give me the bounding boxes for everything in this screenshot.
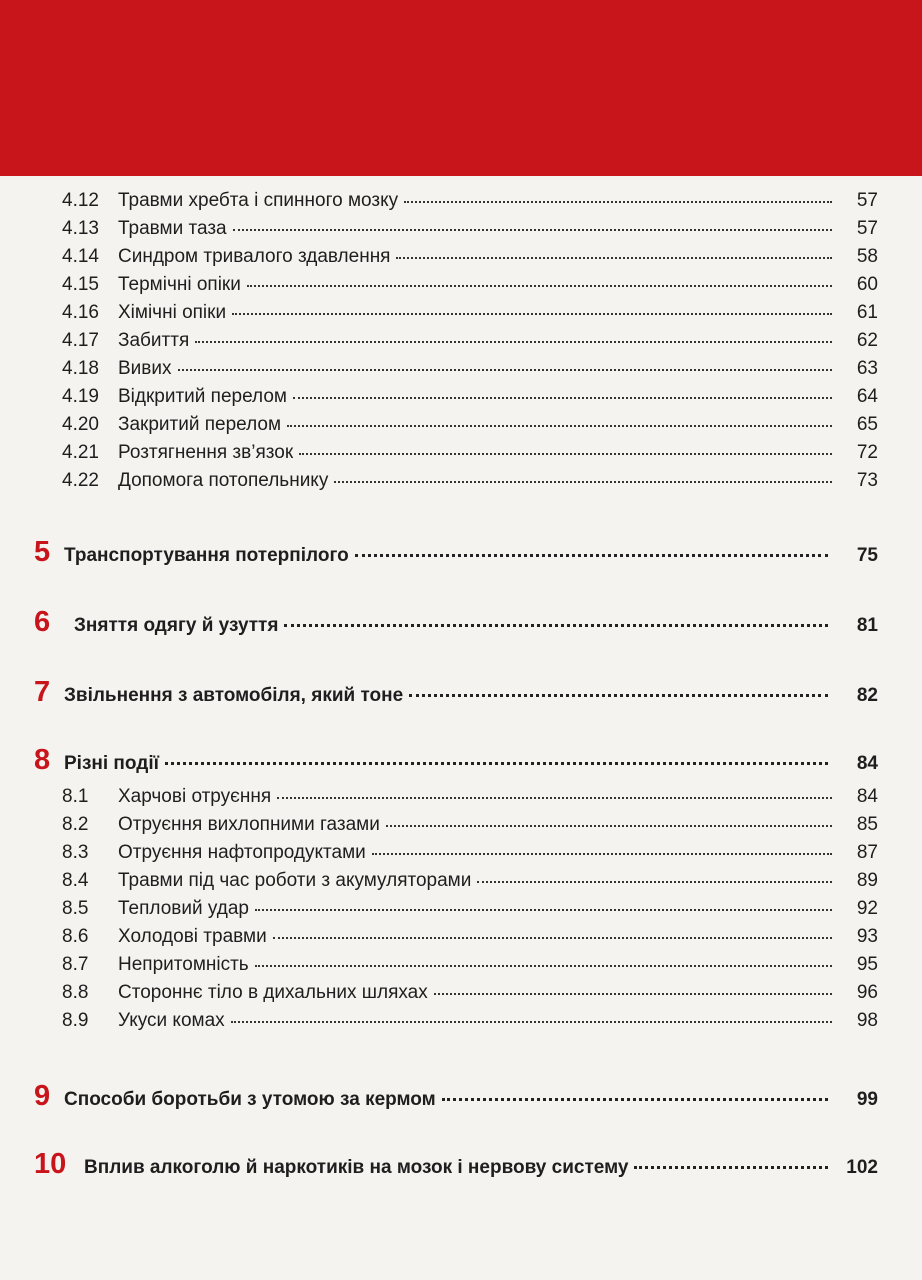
chapter-number: 8 [34, 744, 51, 776]
page-number: 85 [856, 814, 878, 835]
chapter-number: 9 [34, 1080, 51, 1112]
section-number: 8.4 [62, 870, 89, 891]
dot-leader [293, 397, 832, 399]
page-number: 96 [856, 982, 878, 1003]
toc-chapter-10[interactable] [0, 1149, 922, 1183]
section-number: 4.19 [62, 386, 99, 407]
page-number: 73 [856, 470, 878, 491]
dot-leader [284, 624, 828, 627]
chapter-title: Зняття одягу й узуття [74, 615, 279, 636]
page-number: 89 [856, 870, 878, 891]
page-number: 65 [856, 414, 878, 435]
section-number: 4.13 [62, 218, 99, 239]
page-number: 99 [856, 1089, 878, 1110]
dot-leader [287, 425, 832, 427]
toc-entry-4-15[interactable] [0, 273, 922, 297]
section-number: 4.12 [62, 190, 99, 211]
toc-entry-8-4[interactable] [0, 869, 922, 893]
dot-leader [178, 369, 833, 371]
dot-leader [634, 1166, 828, 1169]
dot-leader [277, 797, 832, 799]
dot-leader [409, 694, 828, 697]
section-title: Травми хребта і спинного мозку [118, 190, 399, 211]
dot-leader [231, 1021, 832, 1023]
dot-leader [334, 481, 832, 483]
section-title: Травми під час роботи з акумуляторами [118, 870, 472, 891]
dot-leader [165, 762, 828, 765]
dot-leader [299, 453, 832, 455]
page-number: 87 [856, 842, 878, 863]
dot-leader [255, 909, 832, 911]
section-title: Хімічні опіки [118, 302, 227, 323]
page-number: 75 [856, 545, 878, 566]
section-number: 8.8 [62, 982, 89, 1003]
toc-entry-8-9[interactable] [0, 1009, 922, 1033]
page-number: 92 [856, 898, 878, 919]
toc-entry-4-12[interactable] [0, 189, 922, 213]
toc-chapter-7[interactable] [0, 677, 922, 711]
toc-entry-4-14[interactable] [0, 245, 922, 269]
dot-leader [477, 881, 832, 883]
toc-chapter-8[interactable] [0, 745, 922, 779]
toc-entry-8-1[interactable] [0, 785, 922, 809]
chapter-title: Вплив алкоголю й наркотиків на мозок і нервову систему [84, 1157, 629, 1178]
section-number: 4.21 [62, 442, 99, 463]
section-number: 8.3 [62, 842, 89, 863]
dot-leader [442, 1098, 828, 1101]
section-number: 8.6 [62, 926, 89, 947]
section-title: Стороннє тіло в дихальних шляхах [118, 982, 428, 1003]
section-title: Термічні опіки [118, 274, 241, 295]
chapter-number: 10 [34, 1148, 67, 1180]
section-title: Харчові отруєння [118, 786, 272, 807]
page-number: 102 [846, 1157, 878, 1178]
page-number: 62 [856, 330, 878, 351]
page-number: 93 [856, 926, 878, 947]
page-number: 57 [856, 190, 878, 211]
section-title: Холодові травми [118, 926, 267, 947]
section-number: 4.14 [62, 246, 99, 267]
page-number: 72 [856, 442, 878, 463]
toc-entry-8-5[interactable] [0, 897, 922, 921]
toc-entry-4-19[interactable] [0, 385, 922, 409]
section-number: 8.1 [62, 786, 89, 807]
dot-leader [396, 257, 832, 259]
section-number: 8.7 [62, 954, 89, 975]
chapter-title: Способи боротьби з утомою за кермом [64, 1089, 436, 1110]
section-number: 4.18 [62, 358, 99, 379]
page-number: 81 [856, 615, 878, 636]
toc-entry-8-2[interactable] [0, 813, 922, 837]
toc-entry-4-13[interactable] [0, 217, 922, 241]
section-number: 4.15 [62, 274, 99, 295]
section-title: Вивих [118, 358, 172, 379]
dot-leader [247, 285, 832, 287]
dot-leader [372, 853, 832, 855]
toc-entry-8-8[interactable] [0, 981, 922, 1005]
section-title: Укуси комах [118, 1010, 225, 1031]
section-number: 8.5 [62, 898, 89, 919]
page-number: 58 [856, 246, 878, 267]
chapter-number: 6 [34, 606, 51, 638]
page-number: 84 [856, 786, 878, 807]
toc-entry-8-6[interactable] [0, 925, 922, 949]
toc-entry-4-17[interactable] [0, 329, 922, 353]
dot-leader [195, 341, 832, 343]
section-title: Тепловий удар [118, 898, 249, 919]
toc-entry-4-20[interactable] [0, 413, 922, 437]
section-number: 4.16 [62, 302, 99, 323]
section-title: Непритомність [118, 954, 249, 975]
dot-leader [232, 313, 832, 315]
page-number: 60 [856, 274, 878, 295]
section-number: 8.9 [62, 1010, 89, 1031]
chapter-title: Транспортування потерпілого [64, 545, 349, 566]
toc-chapter-9[interactable] [0, 1081, 922, 1115]
page-number: 63 [856, 358, 878, 379]
toc-entry-4-22[interactable] [0, 469, 922, 493]
chapter-title: Різні події [64, 753, 159, 774]
section-title: Отруєння нафтопродуктами [118, 842, 366, 863]
section-number: 4.20 [62, 414, 99, 435]
toc-entry-4-16[interactable] [0, 301, 922, 325]
dot-leader [434, 993, 832, 995]
section-title: Закритий перелом [118, 414, 282, 435]
page-number: 82 [856, 685, 878, 706]
dot-leader [273, 937, 832, 939]
toc-entry-8-7[interactable] [0, 953, 922, 977]
page-number: 64 [856, 386, 878, 407]
section-number: 8.2 [62, 814, 89, 835]
toc-entry-4-18[interactable] [0, 357, 922, 381]
section-title: Отруєння вихлопними газами [118, 814, 380, 835]
page-number: 57 [856, 218, 878, 239]
section-title: Забиття [118, 330, 190, 351]
dot-leader [355, 554, 828, 557]
dot-leader [255, 965, 832, 967]
section-number: 4.22 [62, 470, 99, 491]
dot-leader [233, 229, 832, 231]
page-number: 98 [856, 1010, 878, 1031]
dot-leader [386, 825, 832, 827]
toc-entry-8-3[interactable] [0, 841, 922, 865]
toc-entry-4-21[interactable] [0, 441, 922, 465]
toc-chapter-5[interactable] [0, 537, 922, 571]
section-title: Синдром тривалого здавлення [118, 246, 391, 267]
page-number: 84 [856, 753, 878, 774]
dot-leader [404, 201, 832, 203]
chapter-title: Звільнення з автомобіля, який тоне [64, 685, 404, 706]
page-number: 61 [856, 302, 878, 323]
section-number: 4.17 [62, 330, 99, 351]
page-number: 95 [856, 954, 878, 975]
section-title: Відкритий перелом [118, 386, 287, 407]
section-title: Допомога потопельнику [118, 470, 329, 491]
section-title: Розтягнення зв’язок [118, 442, 294, 463]
section-title: Травми таза [118, 218, 227, 239]
chapter-number: 7 [34, 676, 51, 708]
chapter-number: 5 [34, 536, 51, 568]
toc-chapter-6[interactable] [0, 607, 922, 641]
